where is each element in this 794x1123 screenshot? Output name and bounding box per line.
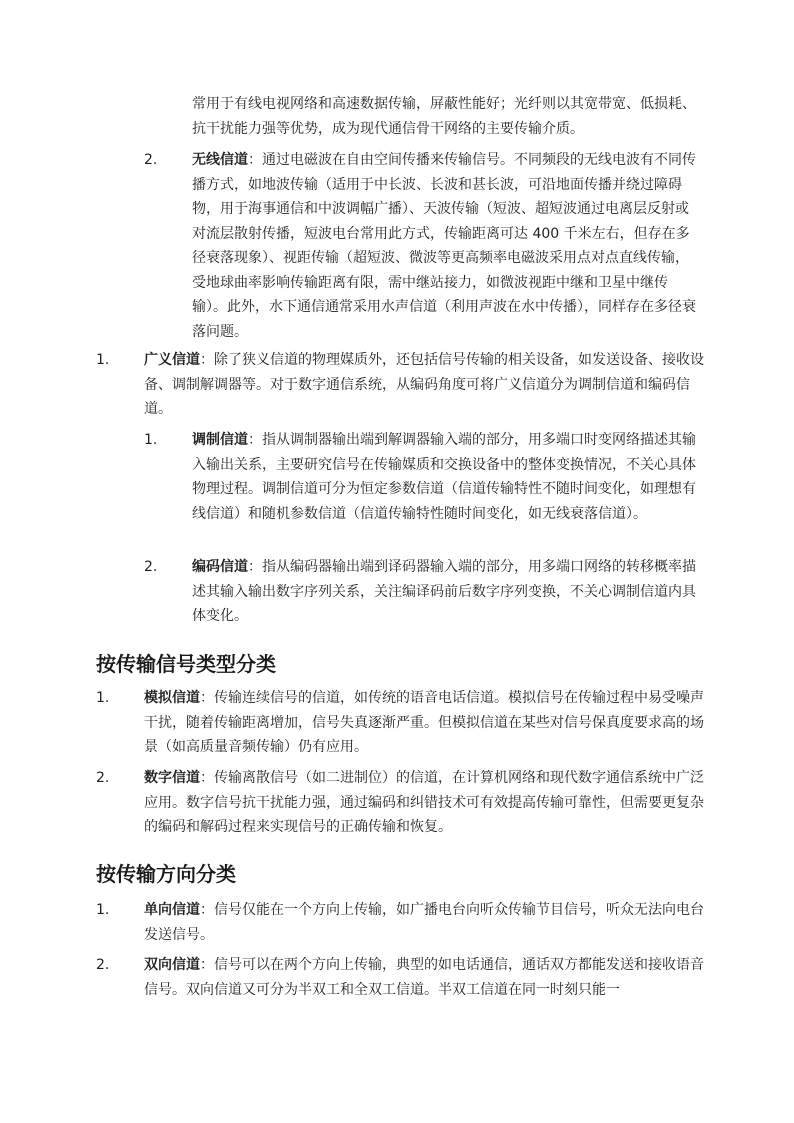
term-description: ：信号仅能在一个方向上传输，如广播电台向听众传输节目信号，听众无法向电台发送信号。 (144, 902, 704, 943)
term-description: ：除了狭义信道的物理媒质外，还包括信号传输的相关设备，如发送设备、接收设备、调制解调器等。对于数字通信系统，从编码角度可将广义信道分为调制信道和编码信道。 (144, 352, 704, 417)
list-number: 2. (144, 152, 158, 168)
list-item-modulation-channel (192, 428, 702, 526)
term-description: ：通过电磁波在自由空间传播来传输信号。不同频段的无线电波有不同传播方式，如地波传输（适用于中长波、长波和甚长波，可沿地面传播并绕过障碍物，用于海事通信和中波调幅广播）、天波传输（短波、超短波通过电离层反射或对流层散射传播，短波电台常用此方式，传输距离可达 400 千米左右，但存在多径衰落现象）、视距传输（超短波、微波等更高频率电磁波采用点对点直线传输，受地球曲率影响传输距离有限，需中继站接力，如微波视距中继和卫星中继传输）。此外，水下通信通常采用水声信道（利用声波在水中传播），同样存在多径衰落问题。 (192, 152, 696, 340)
list-item-digital-channel (144, 766, 704, 840)
term-description: ：指从调制器输出端到解调器输入端的部分，用多端口时变网络描述其输入输出关系，主要研究信号在传输媒质和交换设备中的整体变换情况，不关心具体物理过程。调制信道可分为恒定参数信道（信道传输特性不随时间变化，如理想有线信道）和随机参数信道（信道传输特性随时间变化，如无线衰落信道）。 (192, 432, 696, 522)
term-description: ：传输离散信号（如二进制位）的信道，在计算机网络和现代数字通信系统中广泛应用。数字信号抗干扰能力强，通过编码和纠错技术可有效提高传输可靠性，但需要更复杂的编码和解码过程来实现信号的正确传输和恢复。 (144, 770, 704, 835)
term-label: 编码信道 (192, 559, 248, 575)
list-number: 2. (96, 957, 110, 973)
term-label: 单向信道 (144, 902, 200, 918)
list-item-broad-channel (144, 348, 704, 422)
term-label: 双向信道 (144, 957, 200, 973)
list-item-duplex-channel (144, 953, 704, 1002)
section-heading-signal-type: 按传输信号类型分类 (96, 652, 276, 676)
coax-fiber-continuation: 常用于有线电视网络和高速数据传输，屏蔽性能好；光纤则以其宽带宽、低损耗、抗干扰能力强等优势，成为现代通信骨干网络的主要传输介质。 (192, 96, 696, 137)
list-number: 1. (144, 432, 158, 448)
list-number: 1. (96, 352, 110, 368)
list-item-analog-channel (144, 686, 704, 760)
term-description: ：信号可以在两个方向上传输，典型的如电话通信，通话双方都能发送和接收语音信号。双向信道又可分为半双工和全双工信道。半双工信道在同一时刻只能一 (144, 957, 704, 998)
list-number: 2. (96, 770, 110, 786)
list-number: 2. (144, 559, 158, 575)
term-description: ：指从编码器输出端到译码器输入端的部分，用多端口网络的转移概率描述其输入输出数字序列关系，关注编译码前后数字序列变换，不关心调制信道内具体变化。 (192, 559, 696, 624)
list-item-wireless (192, 148, 702, 344)
list-number: 1. (96, 902, 110, 918)
term-label: 数字信道 (144, 770, 200, 786)
term-label: 无线信道 (192, 152, 248, 168)
list-number: 1. (96, 690, 110, 706)
section-heading-direction: 按传输方向分类 (96, 862, 236, 886)
term-description: ：传输连续信号的信道，如传统的语音电话信道。模拟信号在传输过程中易受噪声干扰，随着传输距离增加，信号失真逐渐严重。但模拟信道在某些对信号保真度要求高的场景（如高质量音频传输）仍有应用。 (144, 690, 704, 755)
term-label: 调制信道 (192, 432, 248, 448)
list-item-simplex-channel (144, 898, 704, 947)
list-item-coding-channel (192, 555, 702, 629)
term-label: 模拟信道 (144, 690, 200, 706)
term-label: 广义信道 (144, 352, 200, 368)
